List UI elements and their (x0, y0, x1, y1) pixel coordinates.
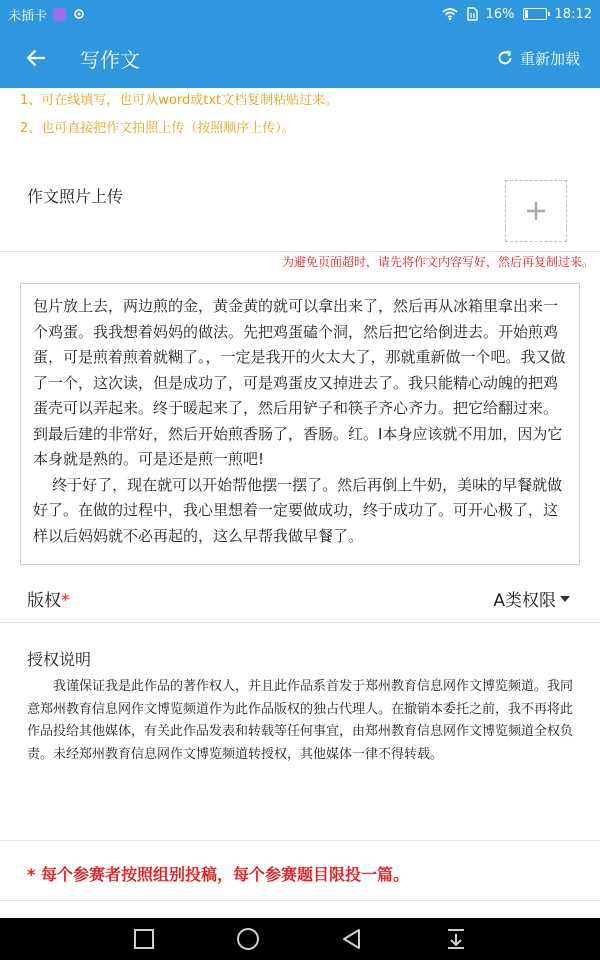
app-bar (0, 28, 600, 88)
tip-online: 1、可在线填写，也可从word或txt文档复制粘贴过来。 (20, 93, 339, 108)
copyright-label-text: 版权 (27, 591, 61, 611)
authorization-section (27, 647, 575, 766)
essay-content: 包片放上去，两边煎的金，黄金黄的就可以拿出来了，然后再从冰箱里拿出来一个鸡蛋。我我想着妈妈的做法。先把鸡蛋磕个洞，然后把它给倒进去。开始煎鸡蛋，可是煎着煎着就糊了。，一定是我开的火太大了，那就重新做一个吧。我又做了一个，这次读，但是成功了，可是鸡蛋皮又掉进去了。我只能精心动魄的把鸡蛋壳可以弄起来。终于暖起来了，然后用铲子和筷子齐心齐力。把它给翻过来。到最后建的非常好，然后开始煎香肠了，香肠。红。I本身应该就不用加，因为它本身就是熟的。可是还是煎一煎吧! 终于好了，现在就可以开始帮他摆一摆了。然后再倒上牛奶，美味的早餐就做好了。在做的过程中，我心里想着一定要做成功，终于成功了。可开心极了，这样以后妈妈就不必再起的，这么早帮我做早餐了。 (33, 297, 566, 545)
rights-selected-value: A类权限 (493, 591, 556, 611)
notification-pull-button[interactable] (439, 922, 473, 956)
status-right (442, 7, 592, 22)
authorization-title: 授权说明 (27, 650, 92, 669)
refresh-icon (496, 49, 514, 67)
recent-apps-button[interactable] (127, 922, 161, 956)
authorization-text: 我谨保证我是此作品的著作权人，并且此作品系首发于郑州教育信息网作文博览频道。我同意郑州教育信息网作文博览频道作为此作品版权的独占代理人。在撤销本委托之前，我不再将此作品投给其他媒体，有关此作品发表和转载等任何事宜，由郑州教育信息网作文博览频道全权负责。未经郑州教育信息网作文博览频道转授权，其他媒体一律不得转载。 (27, 679, 574, 762)
reload-button[interactable] (496, 48, 580, 69)
status-bar (0, 0, 600, 28)
back-nav-button[interactable] (335, 922, 369, 956)
divider (0, 900, 600, 901)
photo-upload-row (0, 170, 600, 252)
submission-rules-note: * 每个参赛者按照组别投稿，每个参赛题目限投一篇。 (27, 865, 409, 884)
battery-percent: 16% (485, 6, 515, 22)
plus-icon (525, 200, 547, 222)
tip-photo: 2、也可直接把作文拍照上传（按照顺序上传）。 (20, 121, 295, 136)
required-mark: * (61, 591, 70, 611)
add-photo-button[interactable] (505, 180, 567, 242)
clock: 18:12 (554, 6, 592, 22)
copyright-label (27, 586, 70, 611)
rights-dropdown[interactable] (493, 586, 570, 611)
battery-level-fill (525, 10, 528, 18)
square-icon (133, 928, 155, 950)
reload-label: 重新加载 (519, 49, 580, 68)
photo-upload-label: 作文照片上传 (27, 187, 124, 206)
page-title: 写作文 (80, 47, 140, 72)
sim-icon (466, 7, 478, 21)
system-nav-bar (0, 918, 600, 960)
timeout-warning: 为避免页面超时，请先将作文内容写好，然后再复制过来。 (281, 255, 594, 269)
wifi-icon (442, 7, 458, 21)
notification-icon (53, 8, 66, 21)
divider (0, 840, 600, 841)
home-button[interactable] (231, 922, 265, 956)
triangle-back-icon (341, 928, 363, 950)
essay-textarea[interactable] (20, 283, 580, 565)
status-left (8, 5, 86, 24)
copyright-row (0, 575, 600, 623)
back-button[interactable] (0, 28, 72, 88)
dropdown-arrow-icon (560, 596, 570, 602)
battery-icon (523, 8, 547, 20)
tips (20, 92, 580, 148)
settings-icon (72, 7, 86, 21)
carrier-text: 未插卡 (8, 8, 48, 24)
circle-icon (236, 927, 260, 951)
pull-down-icon (446, 928, 466, 950)
back-arrow-icon (26, 49, 46, 67)
